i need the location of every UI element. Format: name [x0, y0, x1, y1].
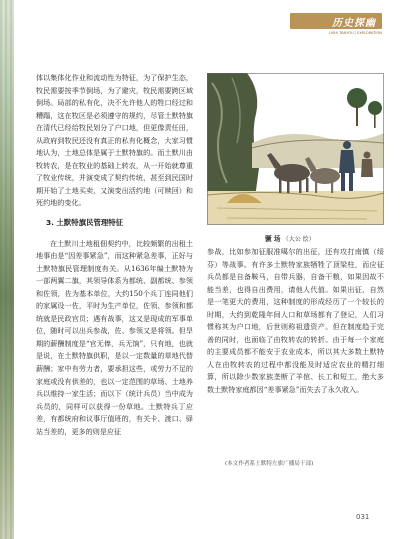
section-subtitle: LISHI TANYOU / EXPLORATION [328, 31, 382, 35]
left-paragraph-2: 在土默川土地租佃契约中，比较频繁的出租土地事由是“因差事紧急”，而这种紧急差事，正好与土默特旗民管理制度有关。从1636年编土默特为一部两翼二旗，其领导体系为都统、副都统、参领和佐领，佐为基本单位，大约150个兵丁连同他们的家属设一佐，平时为生产单位，佐领、参领和都统就是民政官员；遇有战事，这又是现成的军事单位，随时可以出兵参战，佐、参领又是将领。但旱期的薪酬制度是“官无俸，兵无饷”，只有地，也就是说，在土默特旗供职，是以一定数量的草地代替薪酬；家中有劳力者，要承担这些，或劳力不足的家庭或没有供差的，也以一定范围的草场、土地养兵以维持一家生活；而以下（统计兵员）当中成为兵员的，同样可以获得一份草地。土默特兵丁应差，有都统府和议事厅值班的，有关卡、渡口、驿站当差的，更多的则是应征 [36, 238, 193, 436]
woodcut-illustration [207, 73, 384, 225]
header-bar [290, 13, 382, 29]
right-column [207, 246, 384, 397]
caption-sub: （大公 绘） [282, 236, 315, 243]
section-header [290, 13, 382, 43]
page-number: 031 [356, 513, 370, 521]
figure-caption [265, 233, 315, 243]
caption-main: 镢 场 [265, 235, 281, 243]
right-paragraph-1: 参战，比如参加征服准噶尔的出征，还有攻打南镇（绥芬）等战事。有许多土默特家族牺牲了顶梁柱，而应征兵员都是自备鞍马，自带兵器，自备干粮，如果因故不能当差，也得自出费用，请他人代值。如果出征，自然是一笔更大的费用，这种制度的形成经历了一个较长的时期，大约到乾隆年间人口和草场都有了登记，人们习惯称其为户口地，后世则称祖遗资产。但在制度趋于完善的同时，也面临了由牧转农的转折。由于每一个家庭的主要成员都不能安于农业成本，所以其大多数土默特人在由牧转农的过程中都没能及时适应农业的精打细算，所以除少数家族垄断了羊倌、长工和短工，绝大多数土默特家庭都因“差事紧急”而失去了永久收入。 [207, 247, 384, 395]
left-paragraph-1: 体以集体化作业和流动性为特征，为了保护生态，牧民需要按季节倒场，为了避灾，牧民需要跨区域倒场。局部的私有化，决不允许他人的牲口经过和糟蹋，这在牧区是必须遵守的规约，尽管土默特旗在清代已经给牧民划分了户口地，但更像责任田，从政府到牧民还没有真正的私有化概念，大家习惯地认为，土地总体是属于土默特旗的。而土默川由牧转农，是在牧业的基础上转农，从一开始就尊重了牧业传统，并演变成了契约传统，甚至到民国时期开始了土地买卖，又演变出活约地（可赎回）和死约地的变化。 [36, 73, 193, 208]
edge-photo-strip [0, 0, 14, 539]
section-title: 历史探幽 [332, 18, 376, 29]
left-column [36, 72, 193, 438]
section-heading: 3. 土默特旗民管理特征 [46, 218, 124, 228]
author-credit: (本文作者系土默特左旗广播局干部) [225, 461, 314, 467]
